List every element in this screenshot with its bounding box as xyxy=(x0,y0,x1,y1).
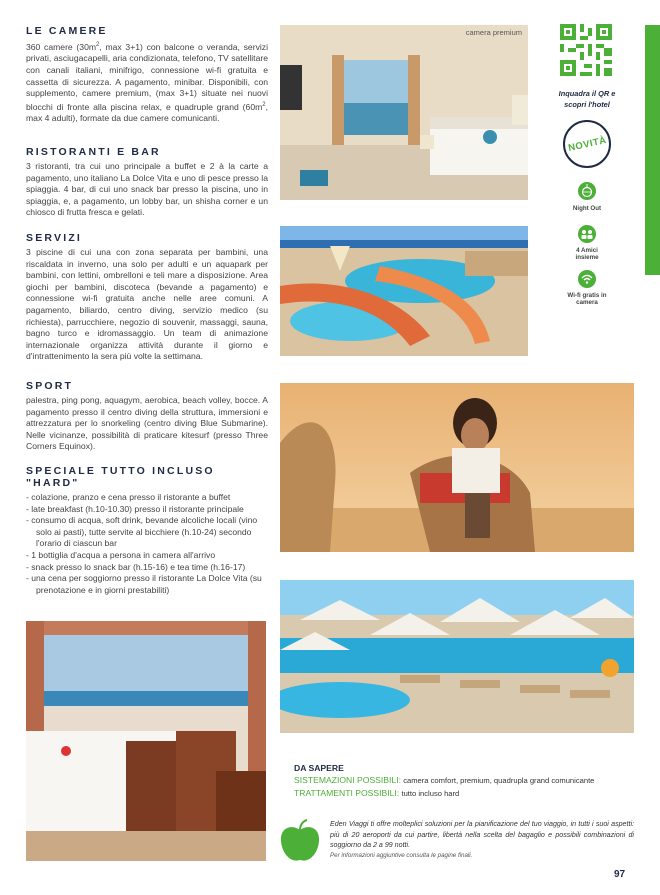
list-item: - consumo di acqua, soft drink, bevande alcoliche locali (vino solo ai pasti), tutte servite al bicchiere (h.10-24) secondo l'orario di ciascun bar xyxy=(26,515,268,550)
servizi-section xyxy=(26,232,268,363)
pool-photo xyxy=(280,580,634,733)
sport-text: palestra, ping pong, aquagym, aerobica, beach volley, bocce. A pagamento presso il centro diving della struttura, immersioni e attrezzatura per lo snorkeling (centro diving Blue Submarine). Nelle vicinanze, possibilità di praticare kitesurf (presso Three Corners Equinox). xyxy=(26,395,268,452)
sport-section xyxy=(26,380,268,453)
footer-text: Eden Viaggi ti offre molteplici soluzioni per la pianificazione del tuo viaggio, in tutti i suoi aspetti: più di 20 aeroporti da cui partire, libertà nella scelta del bagaglio e possibili combinazioni di soggiorno da 2 a 99 notti. xyxy=(330,820,634,850)
ristoranti-title: RISTORANTI E BAR xyxy=(26,146,161,158)
green-side-bar xyxy=(645,25,660,275)
camere-text: 360 camere ($30m^2$, max 3+1) con balcone o veranda, servizi privati, asciugacapelli, aria condizionata, telefono, TV satellitare con canali italiani, minifrigo, connessione wi-fi gratuita e cassetta di sicurezza. A pagamento, minibar. Disponibili, con supplemento, camere premium, (max 3+1) situate nei nuovi blocchi di fronte alla piscina relax, e quadruple grand ($60m^2$, max 4 adulti), formate da due camere comunicanti. xyxy=(26,41,268,124)
servizi-text: 3 piscine di cui una con zona separata per bambini, una riscaldata in inverno, una solo per adulti e un aquapark per bambini, con lettini, ombrelloni e teli mare a disposizione. Area giochi per bambini, discoteca (bevande a pagamento) e connessione wi-fi gratuita anche nelle aree comuni. A pagamento, biliardo, centro diving, servizio medico (su richiesta), parrucchiere, negozio di souvenir, massaggi, sauna, bagno turco e idromassaggio. Un team di animazione internazionale organizza attività durante il giorno e d'intrattenimento la sera più volte la settimana. xyxy=(26,247,268,362)
list-item: - una cena per soggiorno presso il ristorante La Dolce Vita (su prenotazione e in giorni prestabiliti) xyxy=(26,573,268,596)
da-sapere-title: DA SAPERE xyxy=(294,763,344,773)
friends-icon xyxy=(578,225,596,243)
sistemazioni-row xyxy=(294,774,634,787)
photo-caption: camera premium xyxy=(465,28,522,37)
restaurant-photo xyxy=(26,621,266,861)
apple-logo-icon xyxy=(278,818,322,864)
camel-photo xyxy=(280,383,634,552)
novita-label: NOVITÀ xyxy=(566,134,608,154)
sport-title: SPORT xyxy=(26,380,74,392)
aquapark-photo xyxy=(280,226,528,356)
list-item: - 1 bottiglia d'acqua a persona in camera all'arrivo xyxy=(26,550,268,562)
list-item: - snack presso lo snack bar (h.15-16) e tea time (h.16-17) xyxy=(26,562,268,574)
sistemazioni-value: camera comfort, premium, quadrupla grand comunicante xyxy=(403,776,595,785)
novita-badge xyxy=(563,120,611,168)
footer-small: Per informazioni aggiuntive consulta le pagine finali. xyxy=(330,851,473,859)
ristoranti-section xyxy=(26,146,268,219)
list-item: - late breakfast (h.10-10.30) presso il ristorante principale xyxy=(26,504,268,516)
disco-ball-icon xyxy=(578,182,596,200)
servizi-title: SERVIZI xyxy=(26,232,83,244)
speciale-title: SPECIALE TUTTO INCLUSO "HARD" xyxy=(26,465,215,489)
wifi-icon xyxy=(578,270,596,288)
footer-note xyxy=(330,819,634,859)
qr-code[interactable] xyxy=(560,24,612,76)
sistemazioni-label: SISTEMAZIONI POSSIBILI: xyxy=(294,775,401,785)
speciale-list xyxy=(26,492,268,596)
trattamenti-row xyxy=(294,787,634,800)
list-item: - colazione, pranzo e cena presso il ristorante a buffet xyxy=(26,492,268,504)
speciale-section xyxy=(26,465,268,596)
feature-label-wifi: Wi-fi gratis in camera xyxy=(567,292,607,306)
da-sapere-section xyxy=(294,762,634,800)
trattamenti-value: tutto incluso hard xyxy=(401,789,460,798)
feature-label-night-out: Night Out xyxy=(572,205,602,212)
qr-caption: Inquadra il QR e scopri l'hotel xyxy=(558,89,616,109)
camere-title: LE CAMERE xyxy=(26,25,108,37)
feature-label-friends: 4 Amici insieme xyxy=(575,247,599,261)
page-number: 97 xyxy=(614,869,626,880)
room-photo xyxy=(280,25,528,200)
trattamenti-label: TRATTAMENTI POSSIBILI: xyxy=(294,788,400,798)
ristoranti-text: 3 ristoranti, tra cui uno principale a buffet e 2 à la carte a pagamento, uno italiano La Dolce Vita e uno di pesce presso la spiaggia. 4 bar, di cui uno snack bar presso la piscina, uno in spiaggia, e, a pagamento, un lobby bar, un shisha corner e un chiosco di frutta fresca e gelati. xyxy=(26,161,268,218)
camere-section xyxy=(26,25,268,125)
